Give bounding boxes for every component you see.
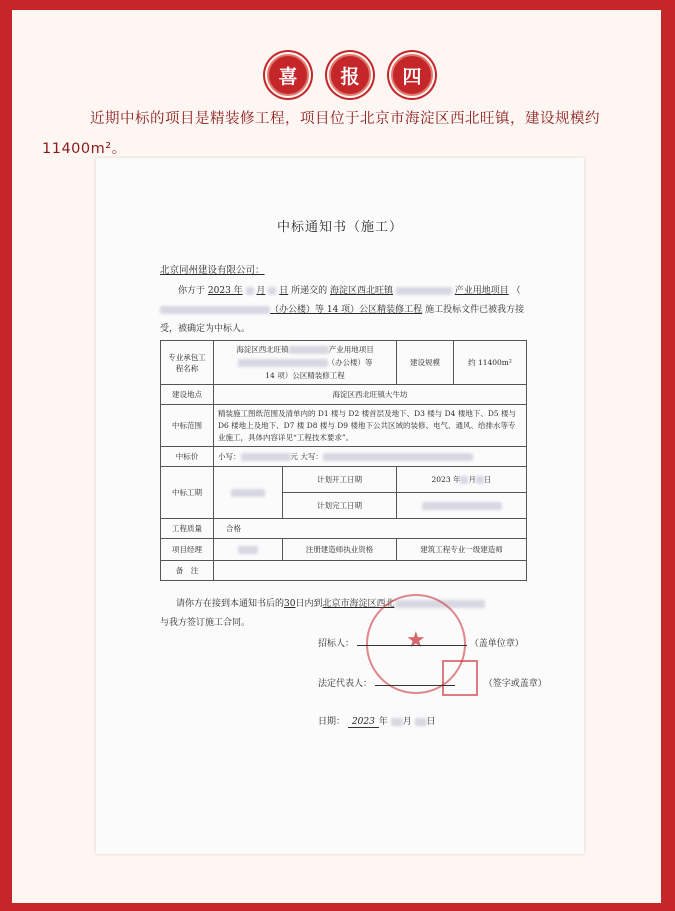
label-certification: 注册建造师执业资格: [283, 539, 397, 561]
paragraph-2-end: 与我方签订施工合同。: [160, 618, 251, 628]
p1-project-2: 产业用地项目: [454, 286, 509, 296]
badge-bao: 报: [329, 54, 371, 96]
tenderer-label: 招标人：: [318, 639, 355, 649]
p1-month: 月: [256, 286, 266, 296]
addressee: 北京同州建设有限公司：: [160, 265, 265, 276]
p1-text-d: 施工投标文件已被我方接受，被确定为中标人。: [160, 305, 525, 334]
price-big-label: 大写：: [300, 452, 323, 461]
label-quality: 工程质量: [161, 519, 214, 539]
project-name-a: 海淀区西北旺镇: [236, 345, 289, 354]
badge-si: 四: [391, 54, 433, 96]
start-month: 月: [468, 475, 476, 484]
award-info-table: [160, 340, 527, 581]
p2-days: 30: [284, 599, 296, 609]
date-month-unit: 月: [402, 717, 412, 727]
date-year: 2023: [348, 717, 379, 728]
signature-representative: [318, 676, 547, 689]
quality-value: 合格: [214, 519, 527, 539]
stamp-star-icon: ★: [406, 628, 426, 653]
p2-text-a: 请你方在接到本通知书后的: [176, 599, 285, 609]
date-day-unit: 日: [426, 717, 436, 727]
badge-row: [267, 54, 447, 96]
label-scope: 中标范围: [161, 405, 214, 447]
document-title: 中标通知书（施工）: [276, 220, 403, 235]
label-duration: 中标工期: [161, 467, 214, 519]
label-project-name: 专业承包工程名称: [161, 341, 214, 385]
location-value: 海淀区西北旺镇大牛坊: [214, 385, 527, 405]
project-name-b: 产业用地项目: [328, 345, 374, 354]
start-date-cell: [397, 467, 527, 493]
label-price: 中标价: [161, 447, 214, 467]
representative-label: 法定代表人：: [318, 679, 373, 689]
start-day: 日: [483, 475, 492, 484]
label-remarks: 备 注: [161, 561, 214, 581]
date-year-unit: 年: [378, 717, 388, 727]
paragraph-1: 你方于 2023 年 月 日 所递交的 海淀区西北旺镇 产业用地项目 （（办公楼）等 14 项）公区精装修工程 施工投标文件已被我方接受，被确定为中标人。: [160, 286, 525, 334]
badge-xi: 喜: [267, 54, 309, 96]
p1-project-3: （办公楼）等 14 项）公区精装修工程: [270, 305, 423, 315]
price-cell: [214, 447, 527, 467]
start-year: 2023 年: [431, 475, 461, 484]
project-name-c: （办公楼）等: [327, 358, 373, 367]
p2-place: 北京市海淀区西北: [322, 599, 395, 609]
price-small-label: 小写：: [218, 452, 241, 461]
p1-text-b: 所递交的: [291, 286, 328, 296]
duration-value: [214, 467, 283, 519]
document-date: [318, 714, 436, 727]
project-name-d: 14 项）公区精装修工程: [265, 371, 345, 380]
label-start-date: 计划开工日期: [283, 467, 397, 493]
label-scale: 建设规模: [397, 341, 454, 385]
signature-tenderer: [318, 636, 524, 649]
label-location: 建设地点: [161, 385, 214, 405]
p1-text-a: 你方于: [178, 286, 206, 296]
project-name-cell: [214, 341, 397, 385]
p1-project: 海淀区西北旺镇: [329, 286, 393, 296]
p1-day: 日: [279, 286, 289, 296]
scope-value: 精装施工图纸范围及清单内的 D1 楼与 D2 楼首层及地下、D3 楼与 D4 楼地下、D5 楼与 D6 楼地上及地下、D7 楼 D8 楼与 D9 楼地下公共区域的装修、电气、通风、给排水等专业施工，具体内容详见“工程技术要求”。: [214, 405, 527, 447]
intro-text: 近期中标的项目是精装修工程，项目位于北京市海淀区西北旺镇，建设规模约11400m²。: [42, 111, 600, 157]
representative-seal-note: （签字或盖章）: [483, 679, 547, 689]
scale-value: 约 11400m²: [454, 341, 527, 385]
manager-value: [214, 539, 283, 561]
date-label: 日期：: [318, 717, 346, 727]
end-date-cell: [397, 493, 527, 519]
price-yuan: 元: [290, 452, 298, 461]
label-end-date: 计划完工日期: [283, 493, 397, 519]
remarks-value: [214, 561, 527, 581]
label-manager: 项目经理: [161, 539, 214, 561]
tenderer-seal-note: （盖单位章）: [469, 639, 524, 649]
certification-value: 建筑工程专业一级建造师: [397, 539, 527, 561]
award-notice-document: [96, 158, 584, 854]
p2-text-b: 日内到: [295, 599, 323, 609]
p1-year: 2023 年: [207, 286, 243, 296]
